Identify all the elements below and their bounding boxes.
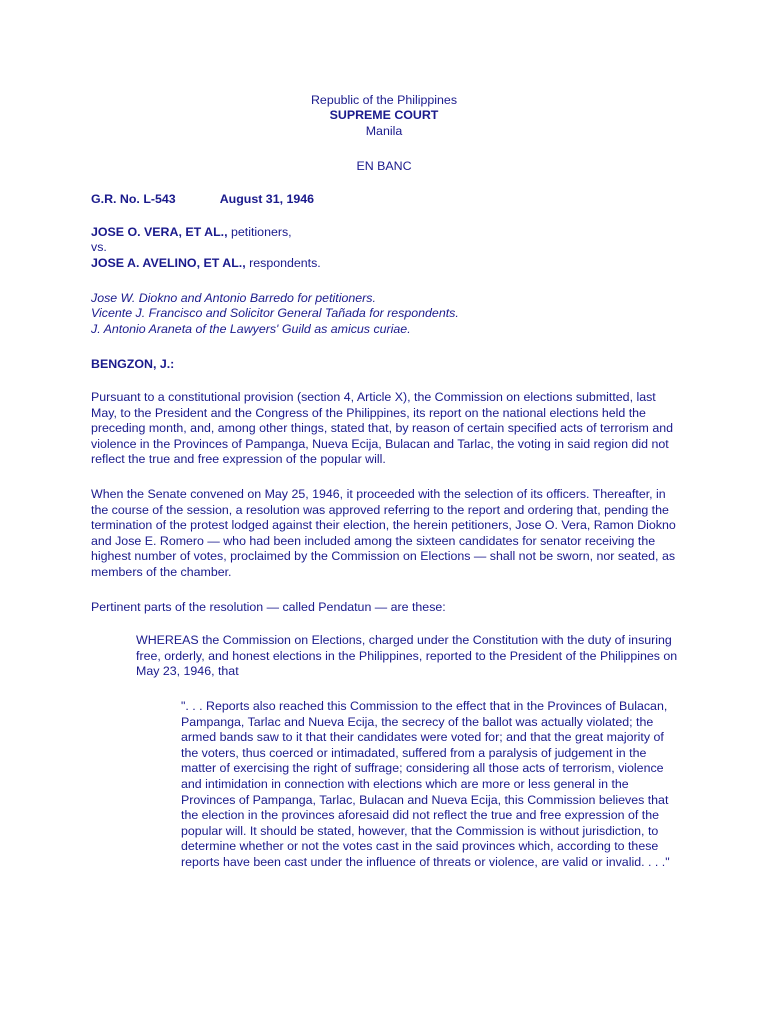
petitioners-line xyxy=(91,225,681,240)
ponente: BENGZON, J.: xyxy=(91,357,175,371)
counsel-line: Jose W. Diokno and Antonio Barredo for petitioners. xyxy=(91,291,376,305)
court-name: SUPREME COURT xyxy=(329,108,439,123)
case-line xyxy=(91,192,681,208)
respondents-role: respondents. xyxy=(245,255,321,270)
versus-line: vs. xyxy=(91,240,107,255)
paragraph: Pertinent parts of the resolution — called Pendatun — are these: xyxy=(91,600,446,614)
parties-block xyxy=(91,225,681,271)
petitioners-role: petitioners, xyxy=(227,225,292,239)
counsel-line: Vicente J. Francisco and Solicitor General Tañada for respondents. xyxy=(91,306,459,321)
republic-line: Republic of the Philippines xyxy=(310,93,458,107)
commission-report-quote: ". . . Reports also reached this Commission to the effect that in the Provinces of Bulacan, Pampanga, Tarlac and Nueva Ecija, the secrecy of the ballot was actually violated; the armed bands saw to it that their candidates were voted for; and that the great majority of the voters, thus coerced or intimadated, suffered from a paralysis of judgement in the matter of exercising the right of suffrage; considering all those acts of terrorism, violence and intimidation in connection with elections which are more or less general in the Provinces of Pampanga, Tarlac, Bulacan and Nueva Ecija, this Commission believes that the election in the provinces aforesaid did not reflect the true and free expression of the popular will. It should be stated, however, that the Commission is without jurisdiction, to determine whether or not the votes cast in the said provinces which, according to these reports have been cast under the influence of threats or violence, are valid or invalid. . . ." xyxy=(181,699,670,869)
case-date: August 31, 1946 xyxy=(219,192,315,206)
counsel-line: J. Antonio Araneta of the Lawyers' Guild as amicus curiae. xyxy=(91,321,411,336)
petitioners-name: JOSE O. VERA, ET AL., xyxy=(91,225,228,239)
paragraph: When the Senate convened on May 25, 1946, it proceeded with the selection of its officers. Thereafter, in the course of the session, a resolution was approved referring to the report and ordering that, pending the termination of the protest lodged against their election, the herein petitioners, Jose O. Vera, Ramon Diokno and Jose E. Romero — who had been included among the sixteen candidates for senator receiving the highest number of votes, proclaimed by the Commission on Elections — shall not be sworn, nor seated, as members of the chamber. xyxy=(91,487,676,579)
resolution-blockquote: WHEREAS the Commission on Elections, charged under the Constitution with the duty of insuring free, orderly, and honest elections in the Philippines, reported to the President of the Philippines on May 23, 1946, that xyxy=(136,633,678,679)
respondents-name: JOSE A. AVELINO, ET AL., xyxy=(91,255,246,270)
paragraph: Pursuant to a constitutional provision (section 4, Article X), the Commission on elections submitted, last May, to the President and the Congress of the Philippines, its report on the national elections held the preceding month, and, among other things, stated that, by reason of certain specified acts of terrorism and violence in the Provinces of Pampanga, Nueva Ecija, Bulacan and Tarlac, the voting in said region did not reflect the true and free expression of the popular will. xyxy=(91,390,673,467)
counsel-block xyxy=(91,291,681,337)
court-header xyxy=(0,93,768,139)
respondents-line xyxy=(91,256,681,271)
city-line: Manila xyxy=(365,123,403,138)
division-label: EN BANC xyxy=(356,159,412,173)
case-number: G.R. No. L-543 xyxy=(91,192,176,206)
